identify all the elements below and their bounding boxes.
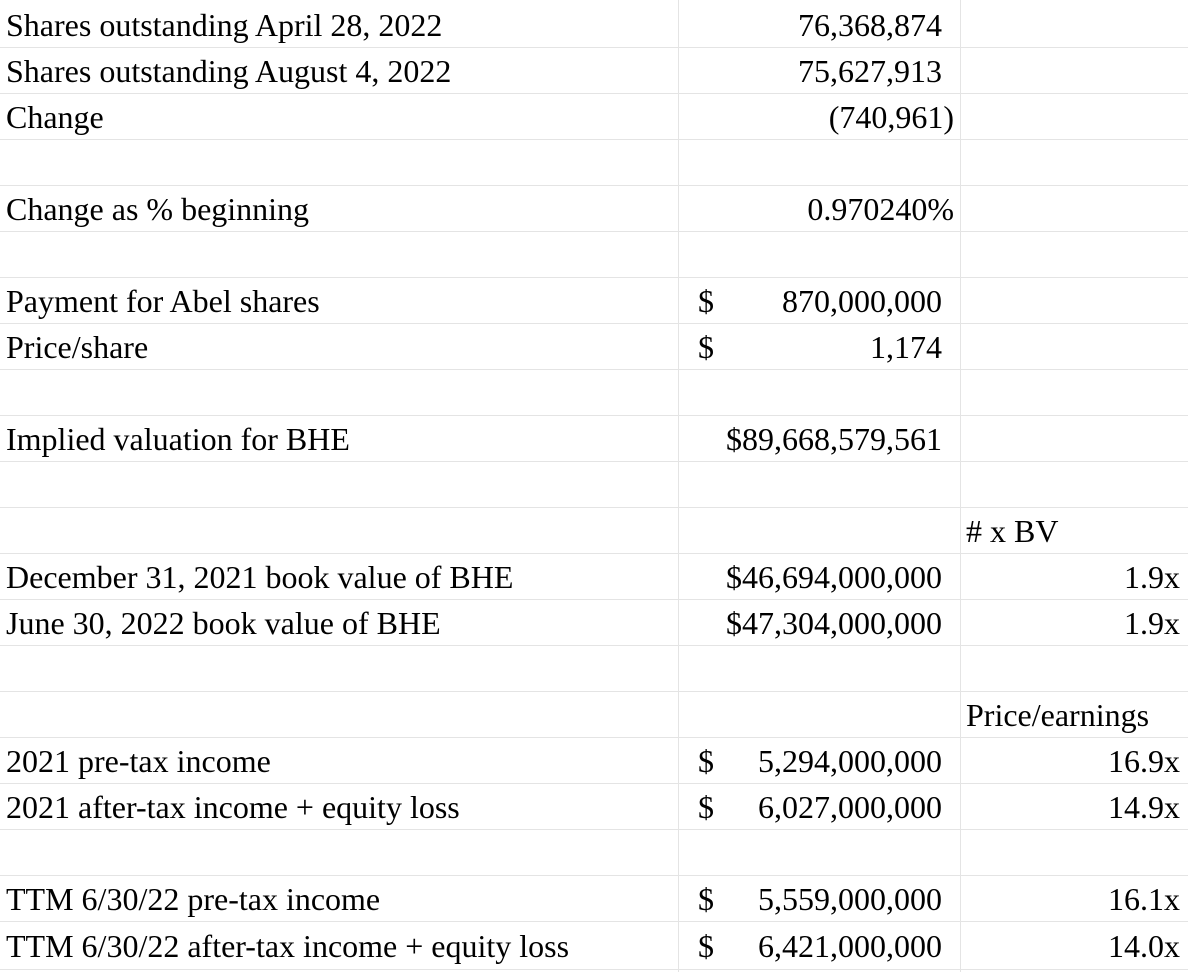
book-value-multiple-header[interactable]: # x BV xyxy=(966,512,1059,549)
table-row xyxy=(0,140,1188,186)
value-cell[interactable]: 75,627,913 xyxy=(798,52,942,89)
amount: 6,421,000,000 xyxy=(758,927,942,964)
value-cell[interactable] xyxy=(680,462,958,508)
label-cell[interactable] xyxy=(6,830,676,876)
value-cell[interactable]: $47,304,000,000 xyxy=(726,604,942,641)
label-cell[interactable]: Change xyxy=(6,98,104,135)
label-cell[interactable]: Payment for Abel shares xyxy=(6,282,320,319)
table-row xyxy=(0,462,1188,508)
table-row xyxy=(0,692,1188,738)
value-cell[interactable] xyxy=(680,140,958,186)
currency-symbol: $ xyxy=(698,788,714,825)
table-row xyxy=(0,278,1188,324)
table-row xyxy=(0,2,1188,48)
ratio-cell[interactable]: 14.0x xyxy=(1108,927,1180,964)
ratio-cell[interactable] xyxy=(962,2,1188,48)
ratio-cell[interactable] xyxy=(962,186,1188,232)
label-cell[interactable] xyxy=(6,232,676,278)
value-cell[interactable] xyxy=(680,508,958,554)
label-cell[interactable]: 2021 pre-tax income xyxy=(6,742,271,779)
table-row xyxy=(0,232,1188,278)
ratio-cell[interactable] xyxy=(962,462,1188,508)
value-cell[interactable] xyxy=(680,232,958,278)
table-row xyxy=(0,48,1188,94)
currency-symbol: $ xyxy=(698,328,714,365)
value-cell[interactable] xyxy=(680,646,958,692)
label-cell[interactable]: 2021 after-tax income + equity loss xyxy=(6,788,460,825)
label-cell[interactable]: Shares outstanding August 4, 2022 xyxy=(6,52,452,89)
ratio-cell[interactable] xyxy=(962,324,1188,370)
currency-symbol: $ xyxy=(698,880,714,917)
amount: 1,174 xyxy=(870,328,942,365)
table-row xyxy=(0,738,1188,784)
value-cell[interactable]: (740,961) xyxy=(828,98,954,135)
amount: 6,027,000,000 xyxy=(758,788,942,825)
table-row xyxy=(0,784,1188,830)
table-row xyxy=(0,324,1188,370)
label-cell[interactable] xyxy=(6,646,676,692)
ratio-cell[interactable] xyxy=(962,232,1188,278)
ratio-cell[interactable]: 1.9x xyxy=(1124,604,1180,641)
ratio-cell[interactable]: 16.9x xyxy=(1108,742,1180,779)
price-earnings-header[interactable]: Price/earnings xyxy=(966,696,1150,733)
ratio-cell[interactable] xyxy=(962,94,1188,140)
value-cell[interactable]: 76,368,874 xyxy=(798,6,942,43)
table-row xyxy=(0,922,1188,970)
label-cell[interactable]: December 31, 2021 book value of BHE xyxy=(6,558,514,595)
currency-symbol: $ xyxy=(698,282,714,319)
label-cell[interactable] xyxy=(6,508,676,554)
ratio-cell[interactable] xyxy=(962,140,1188,186)
ratio-cell[interactable]: 14.9x xyxy=(1108,788,1180,825)
currency-symbol: $ xyxy=(698,927,714,964)
ratio-cell[interactable] xyxy=(962,646,1188,692)
value-cell[interactable] xyxy=(680,922,958,970)
amount: 870,000,000 xyxy=(782,282,942,319)
ratio-cell[interactable]: 1.9x xyxy=(1124,558,1180,595)
label-cell[interactable]: Price/share xyxy=(6,328,149,365)
ratio-cell[interactable] xyxy=(962,278,1188,324)
value-cell[interactable] xyxy=(680,324,958,370)
table-row xyxy=(0,554,1188,600)
ratio-cell[interactable] xyxy=(962,830,1188,876)
table-row xyxy=(0,94,1188,140)
label-cell[interactable] xyxy=(6,140,676,186)
value-cell[interactable] xyxy=(680,278,958,324)
ratio-cell[interactable] xyxy=(962,370,1188,416)
table-row xyxy=(0,876,1188,922)
ratio-cell[interactable] xyxy=(962,416,1188,462)
label-cell[interactable]: Shares outstanding April 28, 2022 xyxy=(6,6,443,43)
table-row xyxy=(0,370,1188,416)
value-cell[interactable]: $89,668,579,561 xyxy=(726,420,942,457)
table-row xyxy=(0,186,1188,232)
label-cell[interactable] xyxy=(6,692,676,738)
amount: 5,294,000,000 xyxy=(758,742,942,779)
value-cell[interactable] xyxy=(680,876,958,922)
label-cell[interactable]: Implied valuation for BHE xyxy=(6,420,350,457)
label-cell[interactable]: June 30, 2022 book value of BHE xyxy=(6,604,441,641)
value-cell[interactable] xyxy=(680,370,958,416)
table-row xyxy=(0,646,1188,692)
value-cell[interactable] xyxy=(680,692,958,738)
value-cell[interactable] xyxy=(680,784,958,830)
table-row xyxy=(0,600,1188,646)
label-cell[interactable]: Change as % beginning xyxy=(6,190,310,227)
ratio-cell[interactable]: 16.1x xyxy=(1108,880,1180,917)
table-row xyxy=(0,830,1188,876)
label-cell[interactable] xyxy=(6,370,676,416)
label-cell[interactable]: TTM 6/30/22 pre-tax income xyxy=(6,880,381,917)
label-cell[interactable] xyxy=(6,462,676,508)
amount: 5,559,000,000 xyxy=(758,880,942,917)
table-row xyxy=(0,508,1188,554)
ratio-cell[interactable] xyxy=(962,48,1188,94)
value-cell[interactable] xyxy=(680,830,958,876)
value-cell[interactable]: 0.970240% xyxy=(807,190,954,227)
label-cell[interactable]: TTM 6/30/22 after-tax income + equity loss xyxy=(6,927,570,964)
value-cell[interactable] xyxy=(680,738,958,784)
currency-symbol: $ xyxy=(698,742,714,779)
value-cell[interactable]: $46,694,000,000 xyxy=(726,558,942,595)
table-row xyxy=(0,416,1188,462)
